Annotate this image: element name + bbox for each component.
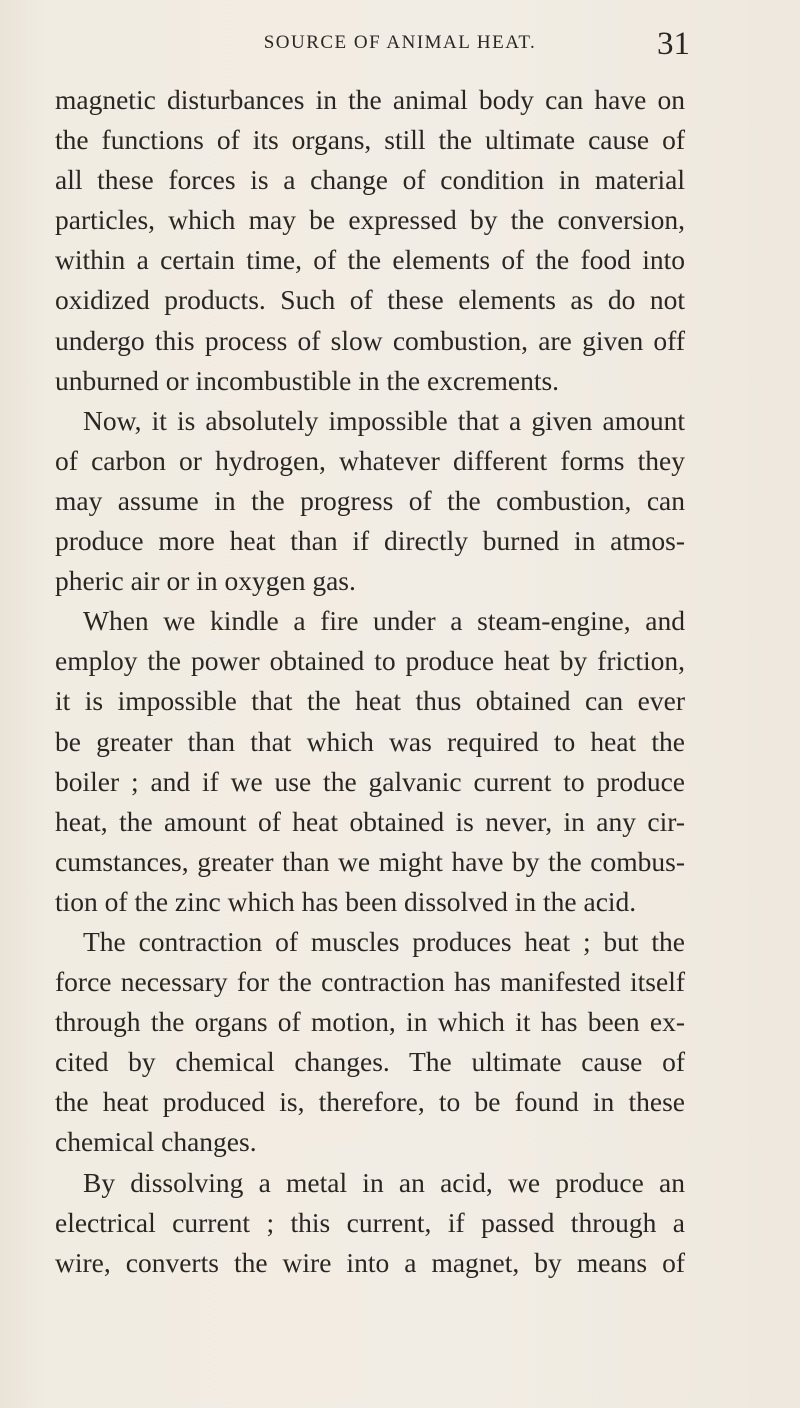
text-line: pheric air or in oxygen gas.	[55, 565, 356, 597]
text-line: chemical changes.	[55, 1126, 257, 1158]
text-line: within a certain time, of the elements of the food into	[55, 244, 685, 276]
text-line: produce more heat than if directly burned in atmos-	[55, 525, 685, 557]
text-line: particles, which may be expressed by the conversion,	[55, 204, 685, 236]
text-line: be greater than that which was required to heat the	[55, 725, 685, 757]
text-line: wire, converts the wire into a magnet, by means of	[55, 1246, 685, 1278]
text-line: When we kindle a fire under a steam-engine, and	[83, 605, 685, 637]
body-text	[55, 80, 685, 1283]
text-line: through the organs of motion, in which it has been ex-	[55, 1006, 685, 1038]
text-line: Now, it is absolutely impossible that a given amount	[83, 404, 685, 436]
text-line: cited by chemical changes. The ultimate cause of	[55, 1046, 685, 1078]
text-line: tion of the zinc which has been dissolved in the acid.	[55, 885, 637, 917]
text-line: undergo this process of slow combustion, are given off	[55, 324, 685, 356]
text-line: the functions of its organs, still the ultimate cause of	[55, 124, 685, 156]
text-line: it is impossible that the heat thus obtained can ever	[55, 685, 685, 717]
text-line: oxidized products. Such of these elements as do not	[55, 284, 685, 316]
text-line: unburned or incombustible in the excrements.	[55, 364, 560, 396]
text-line: the heat produced is, therefore, to be found in these	[55, 1086, 685, 1118]
text-line: may assume in the progress of the combustion, can	[55, 484, 685, 516]
text-line: heat, the amount of heat obtained is never, in any cir-	[55, 805, 685, 837]
text-line: The contraction of muscles produces heat ; but the	[83, 925, 685, 957]
running-title: SOURCE OF ANIMAL HEAT.	[263, 32, 537, 53]
text-line: of carbon or hydrogen, whatever different forms they	[55, 444, 685, 476]
text-line: magnetic disturbances in the animal body can have on	[55, 84, 685, 115]
running-head	[0, 24, 800, 64]
text-line: employ the power obtained to produce heat by friction,	[55, 645, 685, 677]
page-number: 31	[657, 26, 690, 62]
text-line: electrical current ; this current, if passed through a	[55, 1206, 685, 1238]
text-line: force necessary for the contraction has manifested itself	[55, 966, 685, 998]
text-line: boiler ; and if we use the galvanic current to produce	[55, 765, 685, 797]
text-line: By dissolving a metal in an acid, we produce an	[83, 1166, 685, 1198]
text-line: cumstances, greater than we might have by the combus-	[55, 845, 685, 877]
text-line: all these forces is a change of condition in material	[55, 164, 685, 196]
